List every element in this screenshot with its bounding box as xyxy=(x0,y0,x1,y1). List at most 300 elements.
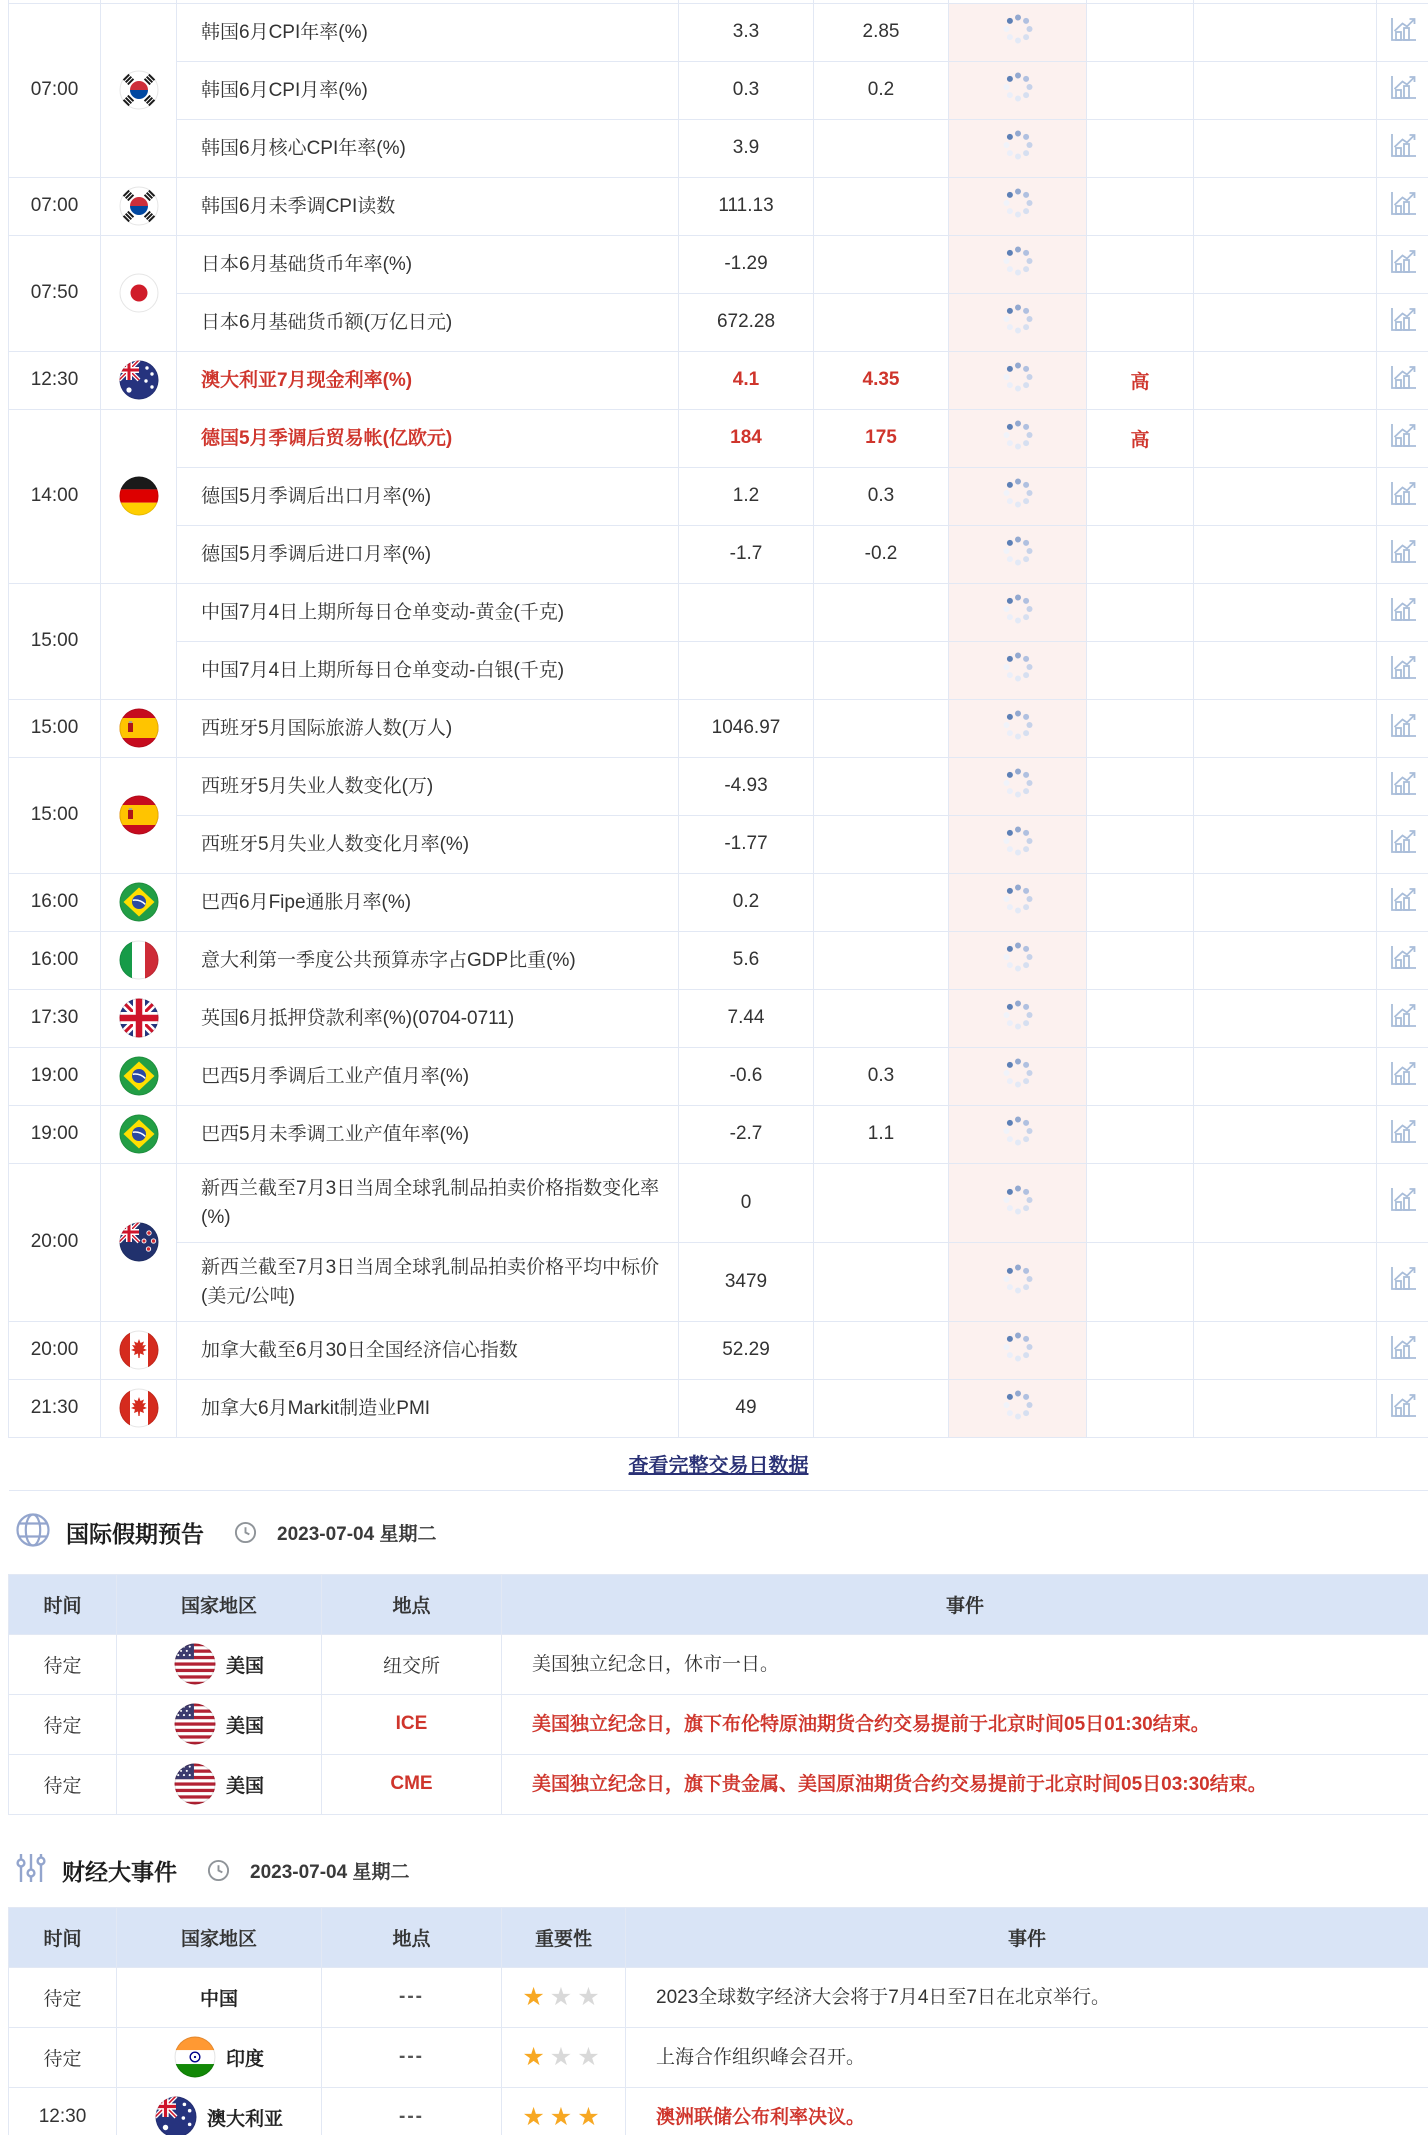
calendar-row xyxy=(9,467,1428,525)
forecast-value xyxy=(814,1242,949,1321)
event-name: 新西兰截至7月3日当周全球乳制品拍卖价格平均中标价(美元/公吨) xyxy=(177,1242,679,1321)
importance-level xyxy=(1087,1047,1194,1105)
published-value-pending xyxy=(949,815,1087,873)
chart-icon[interactable] xyxy=(1388,422,1418,449)
forecast-value xyxy=(814,293,949,351)
event-time: 07:00 xyxy=(9,3,101,177)
country-flag-cell xyxy=(101,931,177,989)
calendar-row xyxy=(9,1163,1428,1242)
importance-level xyxy=(1087,119,1194,177)
country-flag-cell xyxy=(101,873,177,931)
event-country: 中国 xyxy=(117,1967,322,2027)
event-name: 巴西6月Fipe通胀月率(%) xyxy=(177,873,679,931)
chart-icon[interactable] xyxy=(1388,364,1418,391)
chart-cell[interactable] xyxy=(1377,641,1428,699)
country-flag-cell xyxy=(101,699,177,757)
holiday-event: 美国独立纪念日，旗下贵金属、美国原油期货合约交易提前于北京时间05日03:30结束。 xyxy=(502,1754,1428,1814)
holiday-time: 待定 xyxy=(9,1634,117,1694)
flag-us-icon xyxy=(174,1643,216,1685)
effect-cell xyxy=(1194,1105,1377,1163)
loading-spinner xyxy=(1002,203,1034,224)
importance-level xyxy=(1087,583,1194,641)
importance-level xyxy=(1087,989,1194,1047)
forecast-value xyxy=(814,119,949,177)
previous-value: 1046.97 xyxy=(679,699,814,757)
chart-cell[interactable] xyxy=(1377,235,1428,293)
calendar-row xyxy=(9,1379,1428,1437)
loading-spinner xyxy=(1002,551,1034,572)
forecast-value xyxy=(814,931,949,989)
chart-icon[interactable] xyxy=(1388,248,1418,275)
event-name: 日本6月基础货币年率(%) xyxy=(177,235,679,293)
event-name: 韩国6月CPI月率(%) xyxy=(177,61,679,119)
forecast-value: 0.3 xyxy=(814,1047,949,1105)
event-time: 15:00 xyxy=(9,583,101,699)
forecast-value xyxy=(814,699,949,757)
forecast-value xyxy=(814,641,949,699)
effect-cell xyxy=(1194,1163,1377,1242)
holiday-location: CME xyxy=(322,1754,502,1814)
event-time: 14:00 xyxy=(9,409,101,583)
effect-cell xyxy=(1194,3,1377,61)
loading-spinner xyxy=(1002,609,1034,630)
loading-spinner xyxy=(1002,319,1034,340)
importance-level xyxy=(1087,467,1194,525)
importance-level: 高 xyxy=(1087,409,1194,467)
event-time: 07:00 xyxy=(9,177,101,235)
holiday-event: 美国独立纪念日，旗下布伦特原油期货合约交易提前于北京时间05日01:30结束。 xyxy=(502,1694,1428,1754)
calendar-row xyxy=(9,1047,1428,1105)
previous-value: 52.29 xyxy=(679,1321,814,1379)
published-value-pending xyxy=(949,235,1087,293)
effect-cell xyxy=(1194,293,1377,351)
event-name: 德国5月季调后进口月率(%) xyxy=(177,525,679,583)
chart-cell[interactable] xyxy=(1377,293,1428,351)
flag-gb-icon xyxy=(119,998,159,1038)
previous-value: 3.9 xyxy=(679,119,814,177)
calendar-row xyxy=(9,409,1428,467)
flag-au-icon xyxy=(155,2096,197,2135)
event-name: 西班牙5月国际旅游人数(万人) xyxy=(177,699,679,757)
importance-level xyxy=(1087,177,1194,235)
chart-icon[interactable] xyxy=(1388,1334,1418,1361)
chart-icon[interactable] xyxy=(1388,132,1418,159)
country-flag-cell xyxy=(101,989,177,1047)
event-importance xyxy=(502,1967,626,2027)
event-name: 韩国6月核心CPI年率(%) xyxy=(177,119,679,177)
event-country: 印度 xyxy=(117,2027,322,2087)
forecast-value xyxy=(814,873,949,931)
published-value-pending xyxy=(949,61,1087,119)
flag-au-icon xyxy=(119,360,159,400)
chart-icon[interactable] xyxy=(1388,712,1418,739)
previous-value xyxy=(679,641,814,699)
chart-cell[interactable] xyxy=(1377,351,1428,409)
loading-spinner xyxy=(1002,841,1034,862)
chart-icon[interactable] xyxy=(1388,886,1418,913)
published-value-pending xyxy=(949,873,1087,931)
effect-cell xyxy=(1194,873,1377,931)
calendar-row xyxy=(9,815,1428,873)
published-value-pending xyxy=(949,757,1087,815)
loading-spinner xyxy=(1002,377,1034,398)
chart-cell[interactable] xyxy=(1377,873,1428,931)
event-time: 19:00 xyxy=(9,1047,101,1105)
loading-spinner xyxy=(1002,145,1034,166)
flag-es-icon xyxy=(119,795,159,835)
chart-icon[interactable] xyxy=(1388,1392,1418,1419)
forecast-value xyxy=(814,989,949,1047)
calendar-row xyxy=(9,351,1428,409)
column-header: 时间 xyxy=(9,1574,117,1634)
effect-cell xyxy=(1194,119,1377,177)
flag-us-icon xyxy=(174,1763,216,1805)
loading-spinner xyxy=(1002,261,1034,282)
previous-value: 49 xyxy=(679,1379,814,1437)
published-value-pending xyxy=(949,467,1087,525)
published-value-pending xyxy=(949,641,1087,699)
effect-cell xyxy=(1194,699,1377,757)
chart-cell[interactable] xyxy=(1377,989,1428,1047)
flag-br-icon xyxy=(119,1114,159,1154)
forecast-value xyxy=(814,1379,949,1437)
chart-icon[interactable] xyxy=(1388,538,1418,565)
country-flag-cell xyxy=(101,583,177,699)
chart-cell[interactable] xyxy=(1377,119,1428,177)
forecast-value xyxy=(814,1163,949,1242)
column-header: 事件 xyxy=(502,1574,1428,1634)
calendar-row xyxy=(9,177,1428,235)
published-value-pending xyxy=(949,525,1087,583)
loading-spinner xyxy=(1002,1279,1034,1300)
column-header: 国家地区 xyxy=(117,1907,322,1967)
calendar-row xyxy=(9,989,1428,1047)
chart-cell[interactable] xyxy=(1377,1379,1428,1437)
chart-icon[interactable] xyxy=(1388,944,1418,971)
event-time: 15:00 xyxy=(9,757,101,873)
event-name: 韩国6月CPI年率(%) xyxy=(177,3,679,61)
published-value-pending xyxy=(949,931,1087,989)
calendar-row xyxy=(9,757,1428,815)
events-section-date: 2023-07-04 星期二 xyxy=(250,1862,410,1883)
previous-value: 1.2 xyxy=(679,467,814,525)
chart-cell[interactable] xyxy=(1377,177,1428,235)
events-table-header xyxy=(9,1907,1428,1967)
chart-cell[interactable] xyxy=(1377,815,1428,873)
importance-level xyxy=(1087,525,1194,583)
holiday-country: 美国 xyxy=(117,1634,322,1694)
column-header: 时间 xyxy=(9,1907,117,1967)
importance-level xyxy=(1087,641,1194,699)
loading-spinner xyxy=(1002,899,1034,920)
chart-cell[interactable] xyxy=(1377,1242,1428,1321)
importance-level xyxy=(1087,931,1194,989)
previous-value: 4.1 xyxy=(679,351,814,409)
event-row xyxy=(9,2087,1428,2135)
event-time: 12:30 xyxy=(9,2087,117,2135)
chart-cell[interactable] xyxy=(1377,1105,1428,1163)
importance-level xyxy=(1087,1163,1194,1242)
importance-level xyxy=(1087,699,1194,757)
flag-in-icon xyxy=(174,2036,216,2078)
chart-icon[interactable] xyxy=(1388,1265,1418,1292)
effect-cell xyxy=(1194,583,1377,641)
flag-kr-icon xyxy=(119,186,159,226)
chart-icon[interactable] xyxy=(1388,16,1418,43)
event-location: --- xyxy=(322,2087,502,2135)
event-time: 待定 xyxy=(9,2027,117,2087)
calendar-row xyxy=(9,1321,1428,1379)
calendar-row xyxy=(9,699,1428,757)
column-header: 事件 xyxy=(626,1907,1428,1967)
effect-cell xyxy=(1194,1242,1377,1321)
chart-icon[interactable] xyxy=(1388,596,1418,623)
effect-cell xyxy=(1194,409,1377,467)
country-flag-cell xyxy=(101,177,177,235)
chart-icon[interactable] xyxy=(1388,1186,1418,1213)
economic-calendar-table xyxy=(8,0,1428,1491)
published-value-pending xyxy=(949,1105,1087,1163)
importance-level xyxy=(1087,1379,1194,1437)
chart-icon[interactable] xyxy=(1388,654,1418,681)
event-description: 2023全球数字经济大会将于7月4日至7日在北京举行。 xyxy=(626,1967,1428,2027)
importance-level xyxy=(1087,815,1194,873)
chart-cell[interactable] xyxy=(1377,467,1428,525)
effect-cell xyxy=(1194,525,1377,583)
previous-value: 3479 xyxy=(679,1242,814,1321)
published-value-pending xyxy=(949,351,1087,409)
importance-level xyxy=(1087,1321,1194,1379)
event-time: 12:30 xyxy=(9,351,101,409)
calendar-row xyxy=(9,1242,1428,1321)
flag-ca-icon xyxy=(119,1388,159,1428)
chart-icon[interactable] xyxy=(1388,480,1418,507)
chart-cell[interactable] xyxy=(1377,757,1428,815)
country-flag-cell xyxy=(101,1105,177,1163)
loading-spinner xyxy=(1002,29,1034,50)
forecast-value xyxy=(814,757,949,815)
country-flag-cell xyxy=(101,1163,177,1321)
published-value-pending xyxy=(949,177,1087,235)
event-location: --- xyxy=(322,2027,502,2087)
effect-cell xyxy=(1194,931,1377,989)
forecast-value xyxy=(814,815,949,873)
forecast-value: 0.2 xyxy=(814,61,949,119)
column-header: 地点 xyxy=(322,1907,502,1967)
chart-icon[interactable] xyxy=(1388,306,1418,333)
chart-cell[interactable] xyxy=(1377,699,1428,757)
loading-spinner xyxy=(1002,1073,1034,1094)
previous-value: 5.6 xyxy=(679,931,814,989)
published-value-pending xyxy=(949,583,1087,641)
chart-icon[interactable] xyxy=(1388,1060,1418,1087)
loading-spinner xyxy=(1002,1200,1034,1221)
published-value-pending xyxy=(949,989,1087,1047)
chart-cell[interactable] xyxy=(1377,525,1428,583)
event-description: 上海合作组织峰会召开。 xyxy=(626,2027,1428,2087)
event-name: 加拿大截至6月30日全国经济信心指数 xyxy=(177,1321,679,1379)
event-name: 新西兰截至7月3日当周全球乳制品拍卖价格指数变化率(%) xyxy=(177,1163,679,1242)
chart-cell[interactable] xyxy=(1377,61,1428,119)
forecast-value: 0.3 xyxy=(814,467,949,525)
chart-icon[interactable] xyxy=(1388,74,1418,101)
effect-cell xyxy=(1194,757,1377,815)
calendar-row xyxy=(9,525,1428,583)
published-value-pending xyxy=(949,293,1087,351)
previous-value: 184 xyxy=(679,409,814,467)
previous-value: -4.93 xyxy=(679,757,814,815)
chart-cell[interactable] xyxy=(1377,409,1428,467)
flag-br-icon xyxy=(119,1056,159,1096)
chart-icon[interactable] xyxy=(1388,828,1418,855)
column-header: 国家地区 xyxy=(117,1574,322,1634)
view-full-data-link[interactable]: 查看完整交易日数据 xyxy=(628,1455,809,1477)
importance-level xyxy=(1087,1242,1194,1321)
forecast-value xyxy=(814,583,949,641)
chart-icon[interactable] xyxy=(1388,1118,1418,1145)
effect-cell xyxy=(1194,351,1377,409)
holiday-section-header xyxy=(14,1511,1428,1555)
loading-spinner xyxy=(1002,1131,1034,1152)
event-name: 澳大利亚7月现金利率(%) xyxy=(177,351,679,409)
published-value-pending xyxy=(949,1047,1087,1105)
holiday-event: 美国独立纪念日，休市一日。 xyxy=(502,1634,1428,1694)
holiday-row xyxy=(9,1754,1428,1814)
chart-cell[interactable] xyxy=(1377,931,1428,989)
footer-row xyxy=(9,1437,1428,1490)
event-name: 加拿大6月Markit制造业PMI xyxy=(177,1379,679,1437)
effect-cell xyxy=(1194,641,1377,699)
importance-level xyxy=(1087,757,1194,815)
calendar-row xyxy=(9,583,1428,641)
importance-stars: ★★★ xyxy=(522,1983,605,2011)
event-name: 日本6月基础货币额(万亿日元) xyxy=(177,293,679,351)
chart-cell[interactable] xyxy=(1377,1321,1428,1379)
importance-level: 高 xyxy=(1087,351,1194,409)
effect-cell xyxy=(1194,1379,1377,1437)
chart-icon[interactable] xyxy=(1388,190,1418,217)
chart-cell[interactable] xyxy=(1377,1047,1428,1105)
holiday-row xyxy=(9,1694,1428,1754)
loading-spinner xyxy=(1002,957,1034,978)
loading-spinner xyxy=(1002,493,1034,514)
event-name: 巴西5月未季调工业产值年率(%) xyxy=(177,1105,679,1163)
flag-nz-icon xyxy=(119,1222,159,1262)
forecast-value: 1.1 xyxy=(814,1105,949,1163)
effect-cell xyxy=(1194,989,1377,1047)
holiday-location: ICE xyxy=(322,1694,502,1754)
previous-value: -1.7 xyxy=(679,525,814,583)
event-name: 中国7月4日上期所每日仓单变动-黄金(千克) xyxy=(177,583,679,641)
effect-cell xyxy=(1194,177,1377,235)
event-time: 20:00 xyxy=(9,1163,101,1321)
effect-cell xyxy=(1194,235,1377,293)
chart-cell[interactable] xyxy=(1377,3,1428,61)
published-value-pending xyxy=(949,1321,1087,1379)
forecast-value: 4.35 xyxy=(814,351,949,409)
flag-ca-icon xyxy=(119,1330,159,1370)
chart-cell[interactable] xyxy=(1377,583,1428,641)
loading-spinner xyxy=(1002,667,1034,688)
holiday-table xyxy=(8,1574,1428,1815)
column-header: 重要性 xyxy=(502,1907,626,1967)
sliders-icon xyxy=(14,1851,48,1890)
event-time: 19:00 xyxy=(9,1105,101,1163)
event-time: 17:30 xyxy=(9,989,101,1047)
calendar-row xyxy=(9,3,1428,61)
holiday-country: 美国 xyxy=(117,1754,322,1814)
event-time: 07:50 xyxy=(9,235,101,351)
event-time: 16:00 xyxy=(9,931,101,989)
previous-value: 3.3 xyxy=(679,3,814,61)
holiday-section-date: 2023-07-04 星期二 xyxy=(277,1524,437,1545)
previous-value: 7.44 xyxy=(679,989,814,1047)
chart-cell[interactable] xyxy=(1377,1163,1428,1242)
previous-value: 672.28 xyxy=(679,293,814,351)
previous-value xyxy=(679,583,814,641)
importance-level xyxy=(1087,873,1194,931)
country-flag-cell xyxy=(101,1321,177,1379)
loading-spinner xyxy=(1002,725,1034,746)
effect-cell xyxy=(1194,467,1377,525)
calendar-row xyxy=(9,1105,1428,1163)
calendar-row xyxy=(9,931,1428,989)
clock-icon xyxy=(207,1859,230,1882)
holiday-row xyxy=(9,1634,1428,1694)
calendar-row xyxy=(9,235,1428,293)
chart-icon[interactable] xyxy=(1388,1002,1418,1029)
calendar-row xyxy=(9,873,1428,931)
globe-icon xyxy=(14,1511,52,1554)
published-value-pending xyxy=(949,1163,1087,1242)
holiday-time: 待定 xyxy=(9,1694,117,1754)
published-value-pending xyxy=(949,699,1087,757)
published-value-pending xyxy=(949,3,1087,61)
event-name: 西班牙5月失业人数变化月率(%) xyxy=(177,815,679,873)
clock-icon xyxy=(234,1521,257,1544)
event-importance xyxy=(502,2027,626,2087)
event-name: 德国5月季调后出口月率(%) xyxy=(177,467,679,525)
event-name: 中国7月4日上期所每日仓单变动-白银(千克) xyxy=(177,641,679,699)
event-time: 15:00 xyxy=(9,699,101,757)
country-flag-cell xyxy=(101,409,177,583)
previous-value: 0.2 xyxy=(679,873,814,931)
column-header: 地点 xyxy=(322,1574,502,1634)
event-name: 意大利第一季度公共预算赤字占GDP比重(%) xyxy=(177,931,679,989)
country-flag-cell xyxy=(101,1379,177,1437)
holiday-country: 美国 xyxy=(117,1694,322,1754)
effect-cell xyxy=(1194,815,1377,873)
events-section-title: 财经大事件 xyxy=(62,1859,177,1885)
holiday-section-title: 国际假期预告 xyxy=(66,1521,204,1547)
published-value-pending xyxy=(949,409,1087,467)
previous-value: -2.7 xyxy=(679,1105,814,1163)
calendar-row xyxy=(9,61,1428,119)
holiday-location: 纽交所 xyxy=(322,1634,502,1694)
published-value-pending xyxy=(949,119,1087,177)
forecast-value: 175 xyxy=(814,409,949,467)
previous-value: -1.77 xyxy=(679,815,814,873)
event-time: 待定 xyxy=(9,1967,117,2027)
chart-icon[interactable] xyxy=(1388,770,1418,797)
loading-spinner xyxy=(1002,1015,1034,1036)
event-description: 澳洲联储公布利率决议。 xyxy=(626,2087,1428,2135)
calendar-row xyxy=(9,293,1428,351)
events-section-header xyxy=(14,1849,1428,1893)
flag-it-icon xyxy=(119,940,159,980)
loading-spinner xyxy=(1002,435,1034,456)
loading-spinner xyxy=(1002,1347,1034,1368)
